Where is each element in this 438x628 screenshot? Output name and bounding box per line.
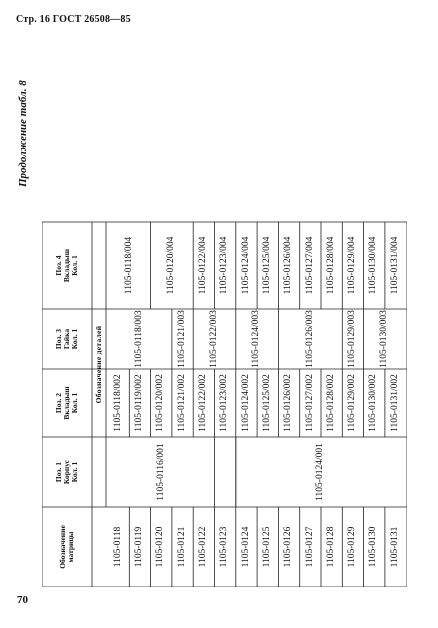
pos4-cell: 1105-0131/004	[389, 236, 400, 295]
pos2-cell: 1105-0126/002	[283, 374, 294, 432]
matrix-name-cell: 1105-0130	[368, 526, 379, 568]
pos4-cell: 1105-0130/004	[368, 236, 379, 295]
column-header-line: Поз. 4	[54, 255, 64, 276]
column-header-2	[44, 439, 90, 505]
matrix-name-cell: 1105-0124	[240, 526, 251, 568]
pos2-cell: 1105-0125/002	[261, 374, 272, 432]
column-header-4	[44, 311, 90, 367]
parts-table	[42, 67, 407, 587]
column-header-line: Кол. 1	[69, 461, 79, 483]
pos3-cell: 1105-0126/003	[304, 310, 315, 368]
pos4-cell: 1105-0122/004	[198, 236, 209, 295]
column-header-line: Кол. 1	[69, 255, 79, 276]
column-header-line: Обозначение	[58, 525, 68, 569]
matrix-name-cell: 1105-0127	[304, 526, 315, 568]
column-header-5	[44, 224, 90, 307]
pos2-cell: 1105-0123/002	[219, 374, 230, 432]
pos4-cell: 1105-0129/004	[347, 236, 358, 295]
column-header-line: Вкладыш	[62, 386, 72, 420]
pos4-cell: 1105-0123/004	[219, 236, 230, 295]
pos2-cell: 1105-0130/002	[368, 374, 379, 432]
pos4-cell: 1105-0126/004	[283, 236, 294, 295]
pos2-cell: 1105-0124/002	[240, 374, 251, 432]
column-header-line: Поз. 1	[54, 461, 64, 483]
column-header-line: матрицы	[66, 531, 75, 563]
column-header-line: Гайка	[62, 328, 72, 350]
column-header-line: Корпус	[62, 459, 72, 485]
matrix-name-cell: 1105-0119	[134, 526, 145, 568]
table-continuation-title: Продолжение табл. 8	[17, 80, 29, 187]
column-header-line: Кол. 1	[69, 392, 79, 414]
column-header-3	[44, 371, 90, 435]
pos1-cell: 1105-0116/001	[155, 443, 166, 501]
matrix-name-cell: 1105-0125	[261, 526, 272, 568]
pos3-cell: 1105-0121/003	[176, 310, 187, 368]
pos2-cell: 1105-0118/002	[112, 374, 123, 432]
matrix-name-cell: 1105-0118	[112, 526, 123, 568]
pos4-cell: 1105-0120/004	[166, 236, 177, 295]
matrix-name-cell: 1105-0129	[347, 526, 358, 568]
pos2-cell: 1105-0121/002	[176, 374, 187, 432]
matrix-name-cell: 1105-0122	[198, 526, 209, 568]
column-header-line: Вкладыш	[62, 248, 72, 283]
pos2-cell: 1105-0119/002	[134, 374, 145, 432]
pos2-cell: 1105-0127/002	[304, 374, 315, 432]
pos3-cell: 1105-0124/003	[251, 310, 262, 368]
pos4-cell: 1105-0124/004	[240, 236, 251, 295]
pos3-cell: 1105-0129/003	[347, 310, 358, 368]
rotated-page-content	[14, 0, 424, 587]
column-header-line: Поз. 2	[54, 392, 64, 414]
pos4-cell: 1105-0125/004	[261, 236, 272, 295]
pos2-cell: 1105-0128/002	[325, 374, 336, 432]
pos4-cell: 1105-0128/004	[325, 236, 336, 295]
matrix-name-cell: 1105-0123	[219, 526, 230, 568]
matrix-name-cell: 1105-0126	[283, 526, 294, 568]
pos3-cell: 1105-0118/003	[134, 310, 145, 368]
pos2-cell: 1105-0131/002	[389, 374, 400, 432]
column-header-1	[44, 509, 90, 585]
pos3-cell: 1105-0122/003	[208, 310, 219, 368]
pos4-cell: 1105-0118/004	[123, 236, 134, 295]
pos4-cell: 1105-0127/004	[304, 236, 315, 295]
pos2-cell: 1105-0122/002	[198, 374, 209, 432]
pos1-cell: 1105-0124/001	[315, 443, 326, 501]
pos3-cell: 1105-0130/003	[379, 310, 390, 368]
subheader-parts-designation: Обозначение деталей	[94, 325, 104, 404]
matrix-name-cell: 1105-0131	[389, 526, 400, 568]
pos2-cell: 1105-0129/002	[347, 374, 358, 432]
pos2-cell: 1105-0120/002	[155, 374, 166, 432]
page-number: 70	[17, 594, 28, 606]
matrix-name-cell: 1105-0120	[155, 526, 166, 568]
column-header-line: Кол. 1	[69, 328, 79, 350]
column-header-line: Поз. 3	[54, 328, 64, 350]
page-header: Стр. 16 ГОСТ 26508—85	[16, 14, 131, 25]
matrix-name-cell: 1105-0121	[176, 526, 187, 568]
matrix-name-cell: 1105-0128	[325, 526, 336, 568]
